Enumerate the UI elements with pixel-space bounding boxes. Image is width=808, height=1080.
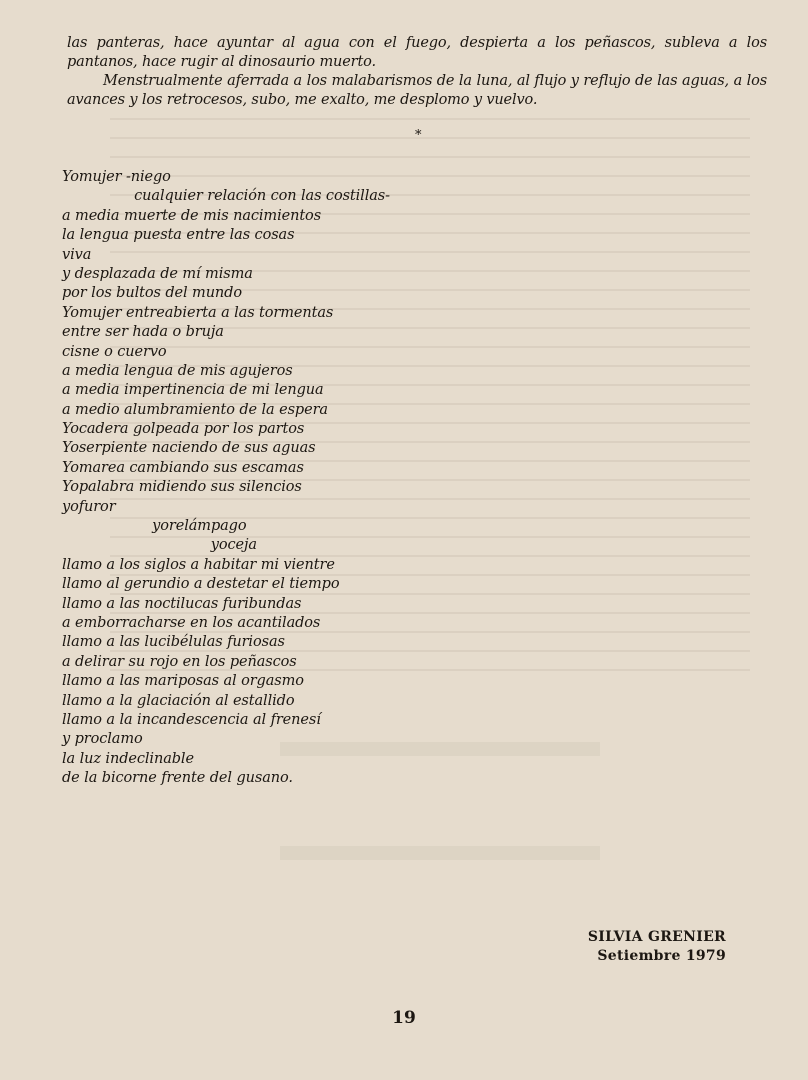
poem-line: cualquier relación con las costillas-: [62, 188, 390, 205]
poem-line: llamo a la incandescencia al frenesí: [62, 711, 321, 728]
page-number: 19: [392, 1008, 416, 1028]
poem-line: llamo al gerundio a destetar el tiempo: [62, 576, 340, 593]
poem-line: llamo a los siglos a habitar mi vientre: [62, 556, 335, 573]
signature-block: [588, 928, 726, 966]
prose-section: [67, 34, 767, 110]
poem-line: a delirar su rojo en los peñascos: [62, 653, 297, 670]
author-name: SILVIA GRENIER: [587, 929, 726, 945]
poem-line: por los bultos del mundo: [62, 285, 242, 302]
poem-line: a media impertinencia de mi lengua: [62, 382, 324, 399]
poem-line: Yomarea cambiando sus escamas: [62, 459, 304, 476]
poem-line: Yopalabra midiendo sus silencios: [62, 479, 302, 496]
section-separator: *: [415, 128, 422, 143]
poem: [62, 168, 422, 789]
poem-line: yoceja: [62, 537, 257, 554]
poem-line: Yoserpiente naciendo de sus aguas: [62, 440, 316, 457]
prose-paragraph-1: las panteras, hace ayuntar al agua con el fuego, despierta a los peñascos, subleva a los pantanos, hace rugir al dinosaurio muerto.: [67, 35, 767, 70]
poem-line: yorelámpago: [62, 518, 247, 535]
poem-line: viva: [62, 246, 92, 263]
poem-line: cisne o cuervo: [62, 343, 167, 360]
poem-line: entre ser hada o bruja: [62, 324, 224, 341]
poem-line: llamo a la glaciación al estallido: [62, 692, 295, 709]
poem-line: y desplazada de mí misma: [62, 265, 253, 282]
poem-line: Yocadera golpeada por los partos: [62, 421, 305, 438]
poem-line: de la bicorne frente del gusano.: [62, 770, 293, 787]
signature-date: Setiembre 1979: [597, 948, 726, 964]
poem-line: llamo a las lucibélulas furiosas: [62, 634, 285, 651]
poem-line: llamo a las mariposas al orgasmo: [62, 673, 304, 690]
poem-line: Yomujer entreabierta a las tormentas: [62, 304, 334, 321]
poem-line: la luz indeclinable: [62, 750, 194, 767]
poem-line: y proclamo: [62, 731, 143, 748]
poem-line: a emborracharse en los acantilados: [62, 614, 321, 631]
prose-paragraph-2: Menstrualmente aferrada a los malabarismos de la luna, al flujo y reflujo de las aguas, a los avances y los retrocesos, subo, me exalto, me desplomo y vuelvo.: [67, 73, 767, 108]
poem-line: la lengua puesta entre las cosas: [62, 227, 295, 244]
poem-line: Yomujer -niego: [62, 169, 171, 185]
poem-line: llamo a las noctilucas furibundas: [62, 595, 302, 612]
poem-line: a medio alumbramiento de la espera: [62, 401, 328, 418]
poem-line: a media lengua de mis agujeros: [62, 362, 293, 379]
poem-line: yofuror: [62, 498, 116, 515]
poem-line: a media muerte de mis nacimientos: [62, 207, 322, 224]
